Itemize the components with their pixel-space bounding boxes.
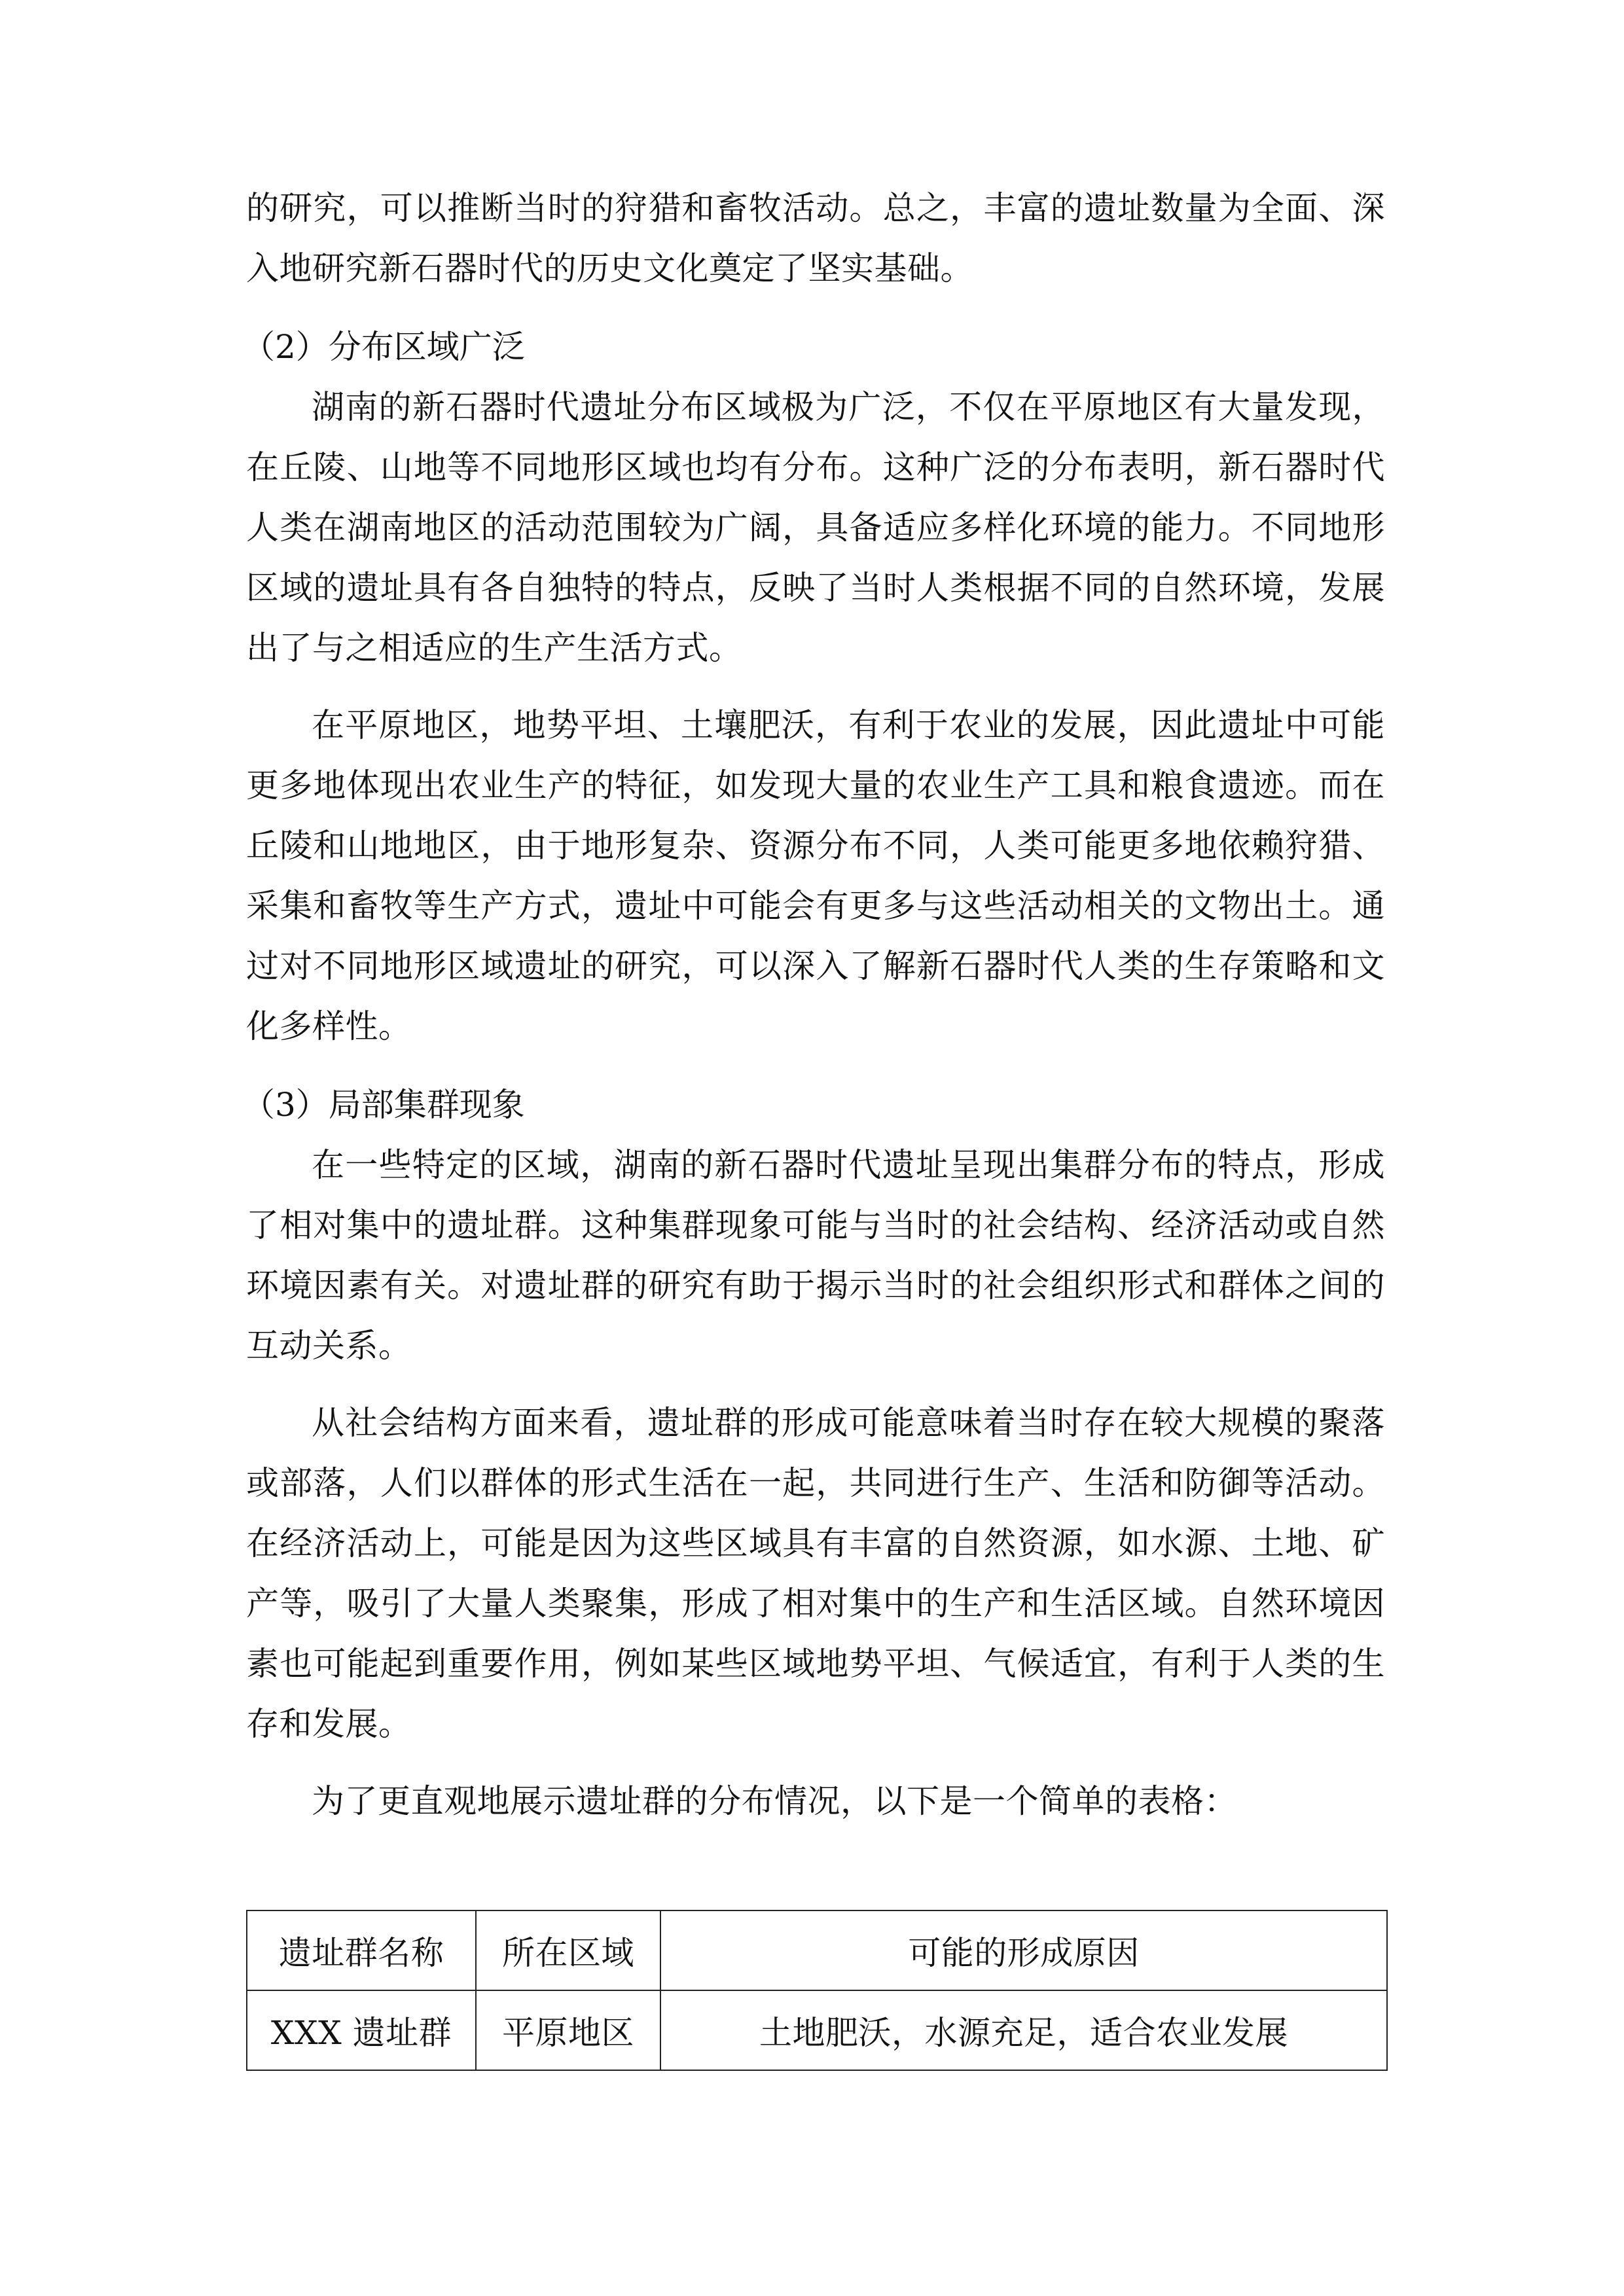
paragraph-continuation: 的研究，可以推断当时的狩猎和畜牧活动。总之，丰富的遗址数量为全面、深入地研究新石器时代的历史文化奠定了坚实基础。 [246,189,1385,287]
paragraph-table-intro: 为了更直观地展示遗址群的分布情况，以下是一个简单的表格： [312,1782,1237,1820]
paragraph-cluster: 在一些特定的区域，湖南的新石器时代遗址呈现出集群分布的特点，形成了相对集中的遗址群。这种集群现象可能与当时的社会结构、经济活动或自然环境因素有关。对遗址群的研究有助于揭示当时的社会组织形式和群体之间的互动关系。 [246,1146,1385,1365]
paragraph-social-structure: 从社会结构方面来看，遗址群的形成可能意味着当时存在较大规模的聚落或部落，人们以群体的形式生活在一起，共同进行生产、生活和防御等活动。在经济活动上，可能是因为这些区域具有丰富的自然资源，如水源、土地、矿产等，吸引了大量人类聚集，形成了相对集中的生产和生活区域。自然环境因素也可能起到重要作用，例如某些区域地势平坦、气候适宜，有利于人类的生存和发展。 [246,1404,1385,1743]
table-cell: 土地肥沃，水源充足，适合农业发展 [660,1990,1387,2070]
table-header-cell: 所在区域 [476,1910,660,1990]
table-header-cell: 可能的形成原因 [660,1910,1387,1990]
table-row [247,1990,1387,2070]
paragraph-distribution: 湖南的新石器时代遗址分布区域极为广泛，不仅在平原地区有大量发现，在丘陵、山地等不同地形区域也均有分布。这种广泛的分布表明，新石器时代人类在湖南地区的活动范围较为广阔，具备适应多样化环境的能力。不同地形区域的遗址具有各自独特的特点，反映了当时人类根据不同的自然环境，发展出了与之相适应的生产生活方式。 [246,388,1385,667]
table-header-row [247,1910,1387,1990]
paragraph-terrain: 在平原地区，地势平坦、土壤肥沃，有利于农业的发展，因此遗址中可能更多地体现出农业生产的特征，如发现大量的农业生产工具和粮食遗迹。而在丘陵和山地地区，由于地形复杂、资源分布不同，人类可能更多地依赖狩猎、采集和畜牧等生产方式，遗址中可能会有更多与这些活动相关的文物出土。通过对不同地形区域遗址的研究，可以深入了解新石器时代人类的生存策略和文化多样性。 [246,706,1385,1045]
section-heading-3: （3）局部集群现象 [242,1086,525,1124]
section-heading-2: （2）分布区域广泛 [242,328,525,366]
table-cell: 平原地区 [476,1990,660,2070]
site-cluster-table [246,1910,1388,2071]
document-body [242,178,1385,1831]
table-header-cell: 遗址群名称 [247,1910,476,1990]
table-cell: XXX 遗址群 [247,1990,476,2070]
